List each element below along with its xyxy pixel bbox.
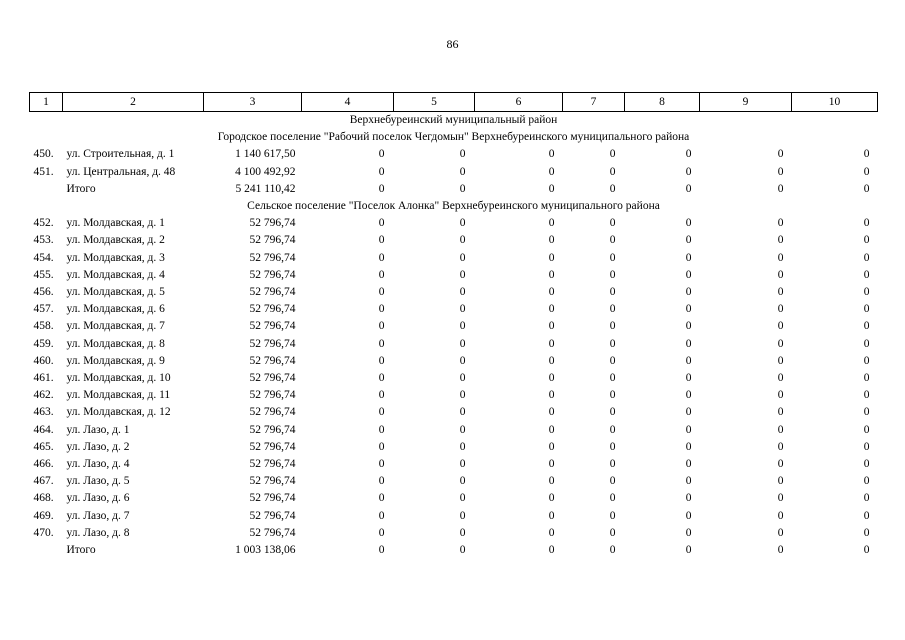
row-amount: 52 796,74 bbox=[249, 320, 296, 333]
row-col-8: 0 bbox=[685, 440, 692, 453]
row-col-10: 0 bbox=[863, 440, 870, 453]
row-col-8: 0 bbox=[685, 286, 692, 299]
row-number: 451. bbox=[33, 165, 54, 178]
row-col-7: 0 bbox=[609, 372, 616, 385]
row-col-4: 0 bbox=[378, 475, 385, 488]
row-col-4: 0 bbox=[378, 354, 385, 367]
row-col-7: 0 bbox=[609, 389, 616, 402]
row-address: ул. Молдавская, д. 3 bbox=[66, 251, 165, 264]
row-col-6: 0 bbox=[548, 165, 555, 178]
row-col-4: 0 bbox=[378, 544, 385, 557]
row-col-7: 0 bbox=[609, 337, 616, 350]
table-row bbox=[30, 215, 878, 232]
row-address: ул. Лазо, д. 8 bbox=[66, 526, 130, 539]
row-amount: 52 796,74 bbox=[249, 372, 296, 385]
row-col-9: 0 bbox=[777, 389, 784, 402]
row-amount: 52 796,74 bbox=[249, 458, 296, 471]
row-col-7: 0 bbox=[609, 148, 616, 161]
row-col-7: 0 bbox=[609, 509, 616, 522]
table-row bbox=[30, 232, 878, 249]
row-col-4: 0 bbox=[378, 268, 385, 281]
row-col-6: 0 bbox=[548, 492, 555, 505]
row-col-8: 0 bbox=[685, 268, 692, 281]
column-header: 9 bbox=[700, 93, 792, 112]
table-row bbox=[30, 164, 878, 181]
row-address: ул. Лазо, д. 1 bbox=[66, 423, 130, 436]
table-row bbox=[30, 508, 878, 525]
row-col-9: 0 bbox=[777, 268, 784, 281]
row-col-8: 0 bbox=[685, 251, 692, 264]
row-col-9: 0 bbox=[777, 423, 784, 436]
row-col-10: 0 bbox=[863, 423, 870, 436]
row-col-10: 0 bbox=[863, 492, 870, 505]
row-col-10: 0 bbox=[863, 251, 870, 264]
row-col-4: 0 bbox=[378, 251, 385, 264]
row-address: ул. Лазо, д. 4 bbox=[66, 458, 130, 471]
table-row bbox=[30, 146, 878, 163]
district-title: Верхнебуреинский муниципальный район bbox=[349, 114, 558, 126]
row-col-5: 0 bbox=[459, 423, 466, 436]
row-number: 450. bbox=[33, 148, 54, 161]
row-col-4: 0 bbox=[378, 389, 385, 402]
row-number: 458. bbox=[33, 320, 54, 333]
row-col-10: 0 bbox=[863, 544, 870, 557]
row-address: ул. Лазо, д. 6 bbox=[66, 492, 130, 505]
row-col-6: 0 bbox=[548, 509, 555, 522]
row-col-8: 0 bbox=[685, 303, 692, 316]
row-col-5: 0 bbox=[459, 303, 466, 316]
row-number bbox=[30, 181, 63, 198]
row-col-5: 0 bbox=[459, 389, 466, 402]
table-row bbox=[30, 473, 878, 490]
row-col-9: 0 bbox=[777, 234, 784, 247]
district-row bbox=[30, 112, 878, 130]
row-col-6: 0 bbox=[548, 475, 555, 488]
row-col-9: 0 bbox=[777, 526, 784, 539]
column-header: 3 bbox=[204, 93, 302, 112]
row-col-10: 0 bbox=[863, 217, 870, 230]
row-col-10: 0 bbox=[863, 372, 870, 385]
row-col-8: 0 bbox=[685, 217, 692, 230]
row-col-6: 0 bbox=[548, 217, 555, 230]
row-address: ул. Молдавская, д. 6 bbox=[66, 303, 165, 316]
row-col-9: 0 bbox=[777, 354, 784, 367]
row-col-8: 0 bbox=[685, 320, 692, 333]
row-col-6: 0 bbox=[548, 303, 555, 316]
row-col-9: 0 bbox=[777, 509, 784, 522]
row-col-9: 0 bbox=[777, 217, 784, 230]
row-col-7: 0 bbox=[609, 458, 616, 471]
row-col-9: 0 bbox=[777, 544, 784, 557]
row-col-5: 0 bbox=[459, 509, 466, 522]
row-col-10: 0 bbox=[863, 165, 870, 178]
row-address: ул. Лазо, д. 5 bbox=[66, 475, 130, 488]
row-col-7: 0 bbox=[609, 320, 616, 333]
row-col-5: 0 bbox=[459, 165, 466, 178]
row-number: 457. bbox=[33, 303, 54, 316]
row-col-4: 0 bbox=[378, 217, 385, 230]
row-col-7: 0 bbox=[609, 423, 616, 436]
row-address: ул. Молдавская, д. 9 bbox=[66, 354, 165, 367]
total-row bbox=[30, 181, 878, 198]
row-col-4: 0 bbox=[378, 440, 385, 453]
table-row bbox=[30, 284, 878, 301]
row-col-7: 0 bbox=[609, 217, 616, 230]
row-col-4: 0 bbox=[378, 165, 385, 178]
row-number: 455. bbox=[33, 268, 54, 281]
row-col-4: 0 bbox=[378, 234, 385, 247]
row-col-7: 0 bbox=[609, 354, 616, 367]
row-col-10: 0 bbox=[863, 406, 870, 419]
row-amount: 5 241 110,42 bbox=[235, 182, 296, 195]
row-number: 459. bbox=[33, 337, 54, 350]
table-row bbox=[30, 456, 878, 473]
row-col-6: 0 bbox=[548, 526, 555, 539]
row-address: ул. Молдавская, д. 7 bbox=[66, 320, 165, 333]
row-col-10: 0 bbox=[863, 458, 870, 471]
column-header: 8 bbox=[625, 93, 700, 112]
row-address: ул. Молдавская, д. 2 bbox=[66, 234, 165, 247]
row-amount: 52 796,74 bbox=[249, 234, 296, 247]
row-col-8: 0 bbox=[685, 148, 692, 161]
table-row bbox=[30, 250, 878, 267]
row-col-6: 0 bbox=[548, 544, 555, 557]
row-col-5: 0 bbox=[459, 286, 466, 299]
row-col-4: 0 bbox=[378, 337, 385, 350]
row-number: 460. bbox=[33, 354, 54, 367]
row-col-5: 0 bbox=[459, 217, 466, 230]
row-amount: 52 796,74 bbox=[249, 354, 296, 367]
row-col-5: 0 bbox=[459, 372, 466, 385]
row-col-8: 0 bbox=[685, 234, 692, 247]
row-number: 454. bbox=[33, 251, 54, 264]
row-col-8: 0 bbox=[685, 389, 692, 402]
row-col-5: 0 bbox=[459, 526, 466, 539]
column-header: 4 bbox=[302, 93, 394, 112]
row-address: ул. Молдавская, д. 5 bbox=[66, 286, 165, 299]
row-col-6: 0 bbox=[548, 372, 555, 385]
column-header: 2 bbox=[63, 93, 204, 112]
row-address: ул. Лазо, д. 2 bbox=[66, 440, 130, 453]
table-row bbox=[30, 370, 878, 387]
row-col-6: 0 bbox=[548, 440, 555, 453]
row-col-10: 0 bbox=[863, 526, 870, 539]
row-col-9: 0 bbox=[777, 337, 784, 350]
row-col-8: 0 bbox=[685, 475, 692, 488]
row-amount: 1 140 617,50 bbox=[235, 148, 296, 161]
row-col-9: 0 bbox=[777, 458, 784, 471]
table-row bbox=[30, 490, 878, 507]
row-col-6: 0 bbox=[548, 423, 555, 436]
row-col-8: 0 bbox=[685, 423, 692, 436]
row-col-7: 0 bbox=[609, 492, 616, 505]
row-col-7: 0 bbox=[609, 182, 616, 195]
total-row bbox=[30, 542, 878, 559]
row-col-9: 0 bbox=[777, 492, 784, 505]
row-number: 468. bbox=[33, 492, 54, 505]
table-body bbox=[30, 93, 878, 560]
row-col-8: 0 bbox=[685, 354, 692, 367]
row-col-6: 0 bbox=[548, 182, 555, 195]
row-col-9: 0 bbox=[777, 251, 784, 264]
row-col-10: 0 bbox=[863, 303, 870, 316]
row-col-4: 0 bbox=[378, 509, 385, 522]
row-col-7: 0 bbox=[609, 286, 616, 299]
row-col-10: 0 bbox=[863, 509, 870, 522]
row-col-5: 0 bbox=[459, 492, 466, 505]
row-col-7: 0 bbox=[609, 544, 616, 557]
row-col-5: 0 bbox=[459, 440, 466, 453]
row-col-5: 0 bbox=[459, 234, 466, 247]
row-number: 467. bbox=[33, 475, 54, 488]
header-row bbox=[30, 93, 878, 112]
table-row bbox=[30, 318, 878, 335]
row-col-8: 0 bbox=[685, 526, 692, 539]
table-row bbox=[30, 422, 878, 439]
table-row bbox=[30, 525, 878, 542]
row-col-9: 0 bbox=[777, 406, 784, 419]
row-amount: 52 796,74 bbox=[249, 337, 296, 350]
row-col-5: 0 bbox=[459, 337, 466, 350]
row-col-4: 0 bbox=[378, 286, 385, 299]
row-number: 452. bbox=[33, 217, 54, 230]
row-col-9: 0 bbox=[777, 440, 784, 453]
row-number bbox=[30, 542, 63, 559]
row-col-8: 0 bbox=[685, 458, 692, 471]
row-amount: 1 003 138,06 bbox=[235, 544, 296, 557]
row-col-7: 0 bbox=[609, 440, 616, 453]
row-amount: 52 796,74 bbox=[249, 406, 296, 419]
row-col-10: 0 bbox=[863, 148, 870, 161]
row-col-4: 0 bbox=[378, 423, 385, 436]
row-address: ул. Строительная, д. 1 bbox=[66, 148, 175, 161]
row-col-10: 0 bbox=[863, 320, 870, 333]
column-header: 7 bbox=[563, 93, 625, 112]
row-col-6: 0 bbox=[548, 458, 555, 471]
row-col-10: 0 bbox=[863, 475, 870, 488]
row-col-6: 0 bbox=[548, 320, 555, 333]
row-address: Итого bbox=[66, 544, 96, 557]
row-col-8: 0 bbox=[685, 492, 692, 505]
row-col-5: 0 bbox=[459, 544, 466, 557]
row-col-7: 0 bbox=[609, 268, 616, 281]
row-col-9: 0 bbox=[777, 165, 784, 178]
row-address: ул. Молдавская, д. 12 bbox=[66, 406, 171, 419]
row-col-5: 0 bbox=[459, 406, 466, 419]
row-address: ул. Лазо, д. 7 bbox=[66, 509, 130, 522]
row-number: 466. bbox=[33, 458, 54, 471]
row-address: ул. Молдавская, д. 8 bbox=[66, 337, 165, 350]
row-col-10: 0 bbox=[863, 354, 870, 367]
row-col-5: 0 bbox=[459, 268, 466, 281]
row-col-4: 0 bbox=[378, 182, 385, 195]
row-amount: 52 796,74 bbox=[249, 268, 296, 281]
row-col-10: 0 bbox=[863, 337, 870, 350]
row-col-6: 0 bbox=[548, 268, 555, 281]
table-row bbox=[30, 387, 878, 404]
row-address: ул. Молдавская, д. 10 bbox=[66, 372, 171, 385]
table-row bbox=[30, 267, 878, 284]
column-header: 6 bbox=[475, 93, 563, 112]
data-table bbox=[29, 92, 878, 559]
row-col-10: 0 bbox=[863, 286, 870, 299]
row-col-10: 0 bbox=[863, 268, 870, 281]
row-col-6: 0 bbox=[548, 251, 555, 264]
row-col-6: 0 bbox=[548, 389, 555, 402]
row-col-6: 0 bbox=[548, 148, 555, 161]
row-col-5: 0 bbox=[459, 251, 466, 264]
row-address: ул. Молдавская, д. 11 bbox=[66, 389, 171, 402]
column-header: 1 bbox=[30, 93, 63, 112]
row-col-7: 0 bbox=[609, 251, 616, 264]
row-amount: 52 796,74 bbox=[249, 492, 296, 505]
row-col-8: 0 bbox=[685, 406, 692, 419]
row-amount: 52 796,74 bbox=[249, 217, 296, 230]
row-col-4: 0 bbox=[378, 320, 385, 333]
row-col-8: 0 bbox=[685, 372, 692, 385]
row-number: 456. bbox=[33, 286, 54, 299]
row-col-7: 0 bbox=[609, 406, 616, 419]
section-row bbox=[30, 198, 878, 215]
column-header: 5 bbox=[394, 93, 475, 112]
row-col-5: 0 bbox=[459, 148, 466, 161]
row-amount: 52 796,74 bbox=[249, 475, 296, 488]
row-number: 453. bbox=[33, 234, 54, 247]
row-col-4: 0 bbox=[378, 406, 385, 419]
row-col-9: 0 bbox=[777, 182, 784, 195]
row-col-4: 0 bbox=[378, 492, 385, 505]
row-number: 465. bbox=[33, 440, 54, 453]
row-amount: 52 796,74 bbox=[249, 526, 296, 539]
row-col-7: 0 bbox=[609, 165, 616, 178]
row-number: 462. bbox=[33, 389, 54, 402]
row-col-6: 0 bbox=[548, 286, 555, 299]
row-col-9: 0 bbox=[777, 148, 784, 161]
row-amount: 52 796,74 bbox=[249, 440, 296, 453]
row-amount: 52 796,74 bbox=[249, 389, 296, 402]
row-col-7: 0 bbox=[609, 303, 616, 316]
section-title: Сельское поселение "Поселок Алонка" Верхнебуреинского муниципального района bbox=[247, 200, 660, 213]
column-header: 10 bbox=[792, 93, 878, 112]
row-number: 469. bbox=[33, 509, 54, 522]
row-col-7: 0 bbox=[609, 526, 616, 539]
row-col-5: 0 bbox=[459, 458, 466, 471]
row-col-6: 0 bbox=[548, 337, 555, 350]
row-number: 470. bbox=[33, 526, 54, 539]
row-col-10: 0 bbox=[863, 234, 870, 247]
row-col-5: 0 bbox=[459, 182, 466, 195]
row-col-5: 0 bbox=[459, 354, 466, 367]
table-row bbox=[30, 336, 878, 353]
row-col-8: 0 bbox=[685, 165, 692, 178]
row-col-9: 0 bbox=[777, 475, 784, 488]
row-col-7: 0 bbox=[609, 234, 616, 247]
row-col-4: 0 bbox=[378, 303, 385, 316]
row-col-6: 0 bbox=[548, 354, 555, 367]
row-address: ул. Молдавская, д. 1 bbox=[66, 217, 165, 230]
table-row bbox=[30, 353, 878, 370]
table-row bbox=[30, 404, 878, 421]
row-col-8: 0 bbox=[685, 509, 692, 522]
row-col-4: 0 bbox=[378, 372, 385, 385]
row-amount: 52 796,74 bbox=[249, 423, 296, 436]
row-col-4: 0 bbox=[378, 526, 385, 539]
row-address: Итого bbox=[66, 182, 96, 195]
table-row bbox=[30, 301, 878, 318]
row-col-9: 0 bbox=[777, 303, 784, 316]
row-col-8: 0 bbox=[685, 337, 692, 350]
row-col-6: 0 bbox=[548, 406, 555, 419]
row-col-8: 0 bbox=[685, 544, 692, 557]
section-row bbox=[30, 129, 878, 146]
row-address: ул. Центральная, д. 48 bbox=[66, 165, 176, 178]
row-amount: 52 796,74 bbox=[249, 509, 296, 522]
page-number: 86 bbox=[446, 37, 459, 51]
row-col-4: 0 bbox=[378, 458, 385, 471]
row-amount: 52 796,74 bbox=[249, 286, 296, 299]
row-col-7: 0 bbox=[609, 475, 616, 488]
section-title: Городское поселение "Рабочий поселок Чегдомын" Верхнебуреинского муниципального района bbox=[217, 131, 690, 144]
row-col-8: 0 bbox=[685, 182, 692, 195]
row-col-9: 0 bbox=[777, 372, 784, 385]
row-number: 461. bbox=[33, 372, 54, 385]
row-col-6: 0 bbox=[548, 234, 555, 247]
row-col-9: 0 bbox=[777, 286, 784, 299]
row-col-5: 0 bbox=[459, 320, 466, 333]
row-number: 463. bbox=[33, 406, 54, 419]
row-col-9: 0 bbox=[777, 320, 784, 333]
row-col-5: 0 bbox=[459, 475, 466, 488]
row-col-4: 0 bbox=[378, 148, 385, 161]
row-col-10: 0 bbox=[863, 182, 870, 195]
row-amount: 52 796,74 bbox=[249, 251, 296, 264]
row-amount: 4 100 492,92 bbox=[235, 165, 296, 178]
row-amount: 52 796,74 bbox=[249, 303, 296, 316]
row-number: 464. bbox=[33, 423, 54, 436]
row-address: ул. Молдавская, д. 4 bbox=[66, 268, 165, 281]
row-col-10: 0 bbox=[863, 389, 870, 402]
table-row bbox=[30, 439, 878, 456]
